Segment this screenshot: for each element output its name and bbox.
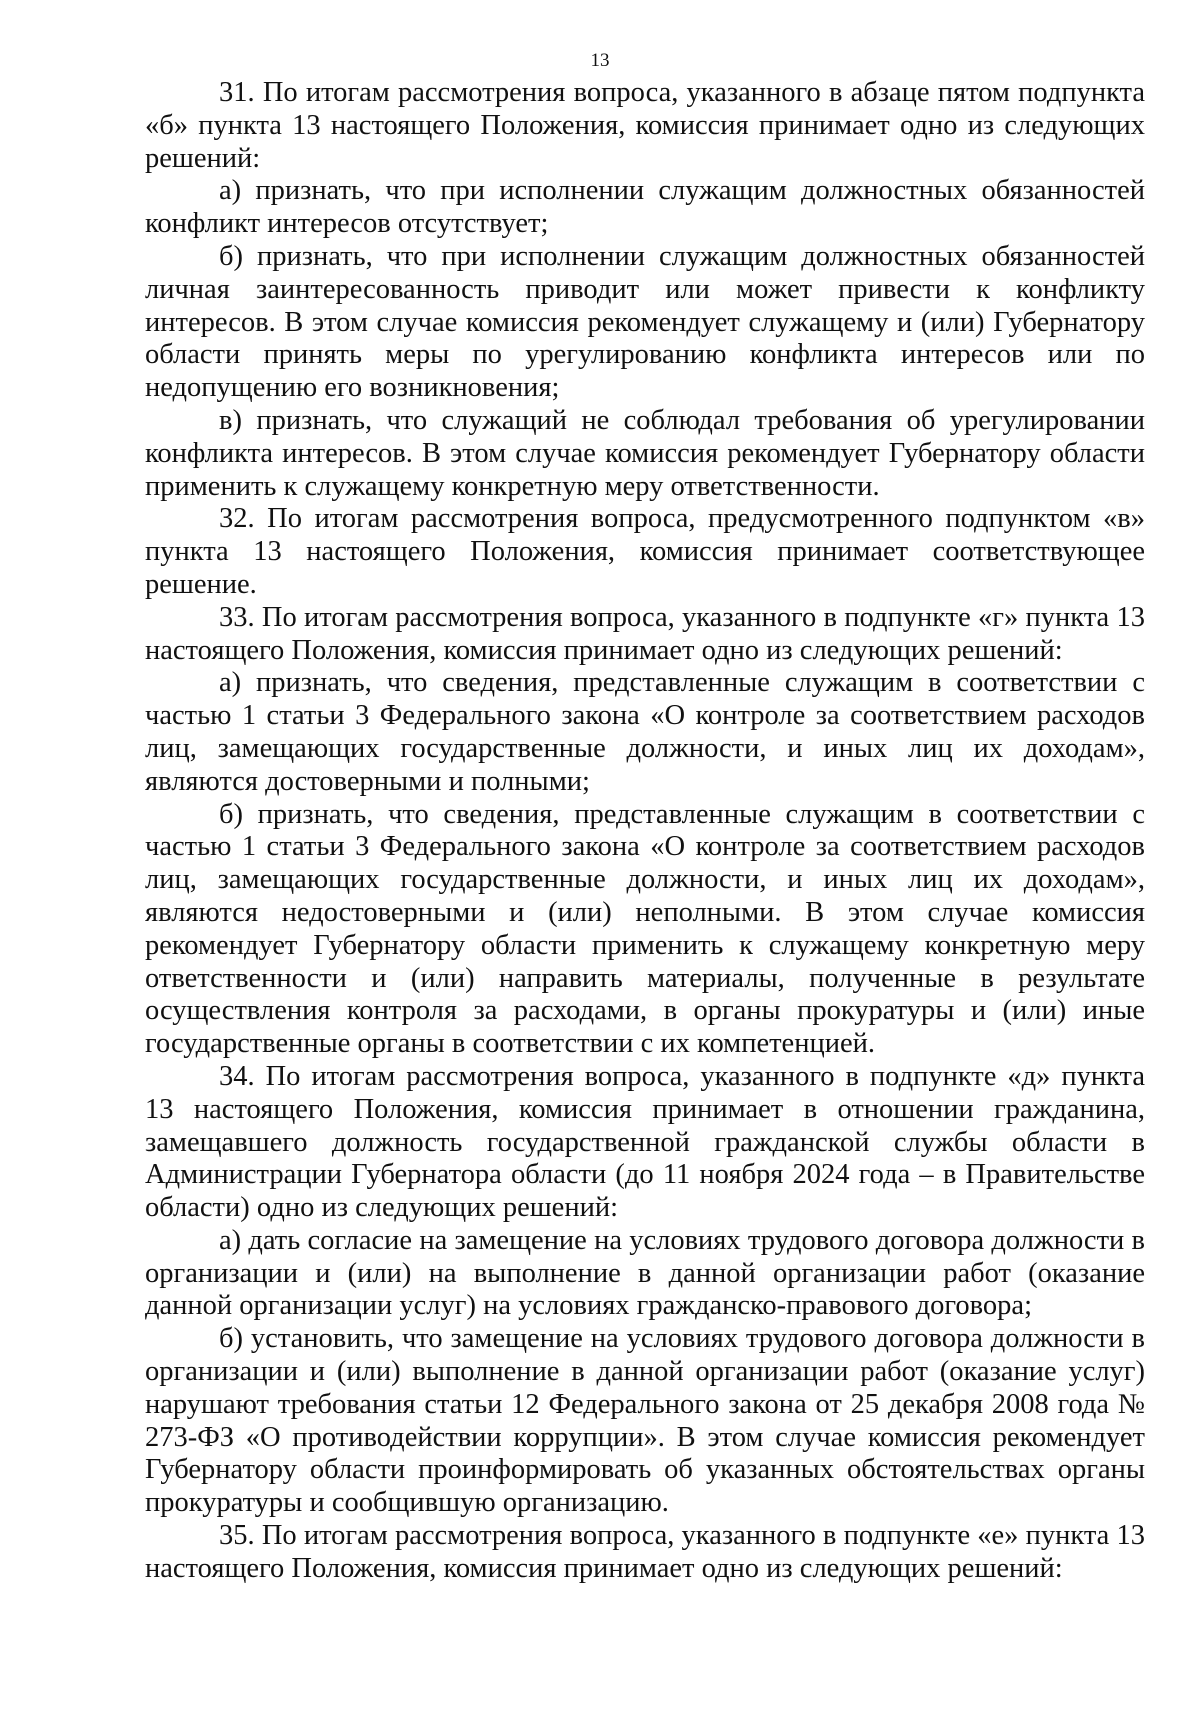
paragraph-31: 31. По итогам рассмотрения вопроса, указанного в абзаце пятом подпункта «б» пункта 13 настоящего Положения, комиссия принимает одно из следующих решений:	[145, 77, 1145, 174]
paragraph-31-v: в) признать, что служащий не соблюдал требования об урегулировании конфликта интересов. В этом случае комиссия рекомендует Губернатору области применить к служащему конкретную меру ответственности.	[145, 404, 1145, 502]
paragraph-31-a: а) признать, что при исполнении служащим должностных обязанностей конфликт интересов отсутствует;	[145, 175, 1145, 240]
paragraph-34-b: б) установить, что замещение на условиях трудового договора должности в организации и (или) выполнение в данной организации работ (оказание услуг) нарушают требования статьи 12 Федерального закона от 25 декабря 2008 года № 273-ФЗ «О противодействии коррупции». В этом случае комиссия рекомендует Губернатору области проинформировать об указанных обстоятельствах органы прокуратуры и сообщившую организацию.	[145, 1323, 1145, 1519]
paragraph-34: 34. По итогам рассмотрения вопроса, указанного в подпункте «д» пункта 13 настоящего Положения, комиссия принимает в отношении гражданина, замещавшего должность государственной гражданской службы области в Администрации Губернатора области (до 11 ноября 2024 года – в Правительстве области) одно из следующих решений:	[145, 1060, 1145, 1224]
paragraph-35: 35. По итогам рассмотрения вопроса, указанного в подпункте «е» пункта 13 настоящего Положения, комиссия принимает одно из следующих решений:	[145, 1520, 1145, 1584]
page-number: 13	[590, 50, 610, 71]
paragraph-32: 32. По итогам рассмотрения вопроса, предусмотренного подпунктом «в» пункта 13 настоящего Положения, комиссия принимает соответствующее решение.	[145, 503, 1145, 600]
paragraph-33: 33. По итогам рассмотрения вопроса, указанного в подпункте «г» пункта 13 настоящего Положения, комиссия принимает одно из следующих решений:	[145, 601, 1145, 666]
paragraph-31-b: б) признать, что при исполнении служащим должностных обязанностей личная заинтересованность приводит или может привести к конфликту интересов. В этом случае комиссия рекомендует служащему и (или) Губернатору области принять меры по урегулированию конфликта интересов или по недопущению его возникновения;	[145, 240, 1145, 404]
paragraph-33-a: а) признать, что сведения, представленные служащим в соответствии с частью 1 статьи 3 Федерального закона «О контроле за соответствием расходов лиц, замещающих государственные должности, и иных лиц их доходам», являются достоверными и полными;	[145, 667, 1145, 797]
paragraph-34-a: а) дать согласие на замещение на условиях трудового договора должности в организации и (или) на выполнение в данной организации работ (оказание данной организации услуг) на условиях гражданско-правового договора;	[145, 1224, 1145, 1322]
paragraph-33-b: б) признать, что сведения, представленные служащим в соответствии с частью 1 статьи 3 Федерального закона «О контроле за соответствием расходов лиц, замещающих государственные должности, и иных лиц их доходам», являются недостоверными и (или) неполными. В этом случае комиссия рекомендует Губернатору области применить к служащему конкретную меру ответственности и (или) направить материалы, полученные в результате осуществления контроля за расходами, в органы прокуратуры и (или) иные государственные органы в соответствии с их компетенцией.	[145, 798, 1145, 1060]
document-body	[145, 77, 1145, 1586]
